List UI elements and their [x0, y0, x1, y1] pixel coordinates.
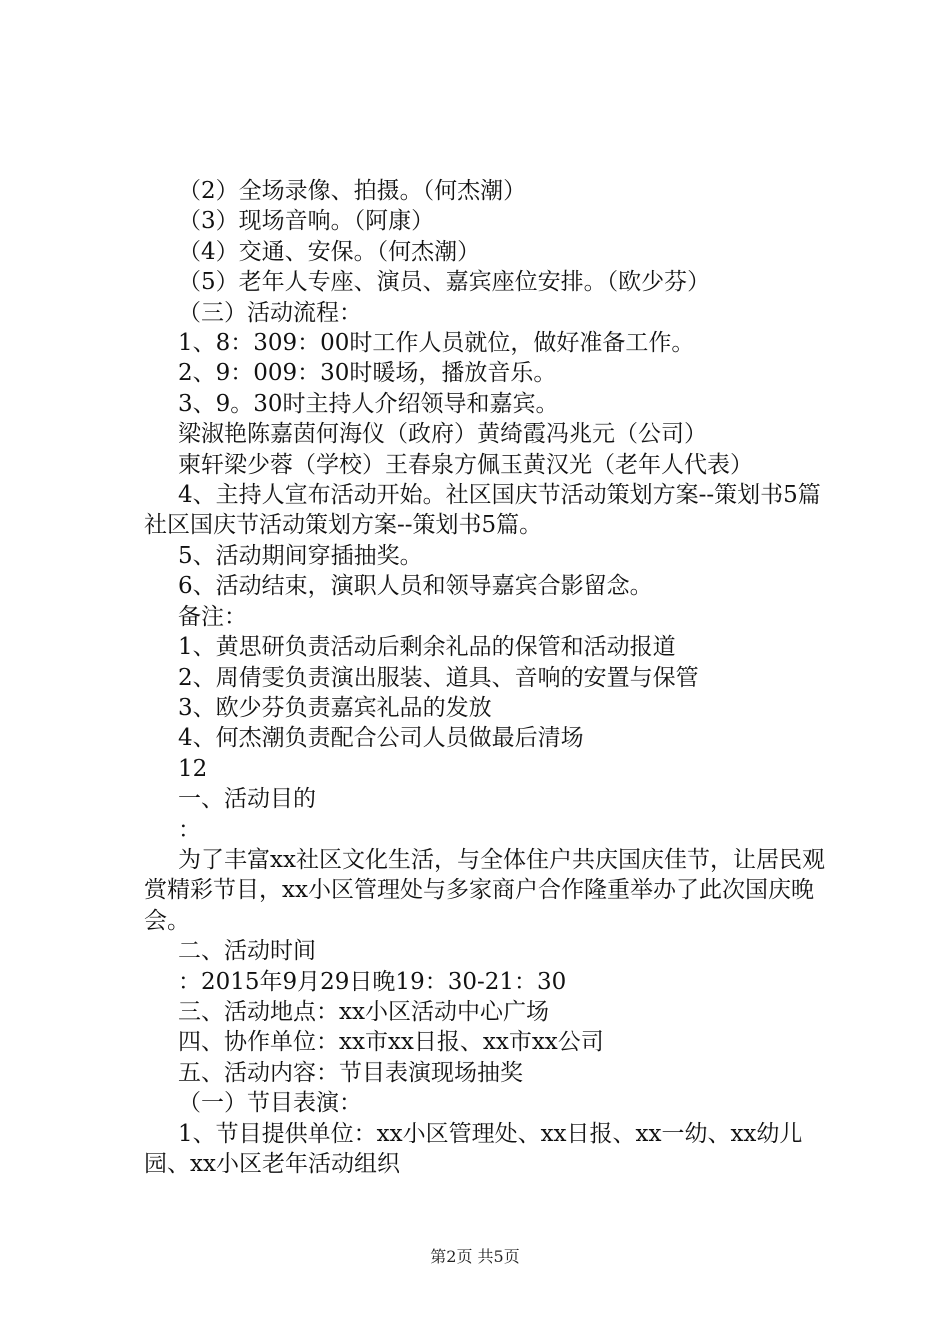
text-line: 二、活动时间 — [178, 938, 316, 965]
text-line: （5）老年人专座、演员、嘉宾座位安排。（欧少芬） — [178, 269, 711, 296]
text-line: 3、欧少芬负责嘉宾礼品的发放 — [178, 694, 492, 721]
text-line: ： — [178, 816, 201, 843]
text-line: 1、8：309：00时工作人员就位，做好准备工作。 — [178, 330, 695, 357]
text-line: 一、活动目的 — [178, 786, 316, 813]
text-line: 梁淑艳陈嘉茵何海仪（政府）黄绮霞冯兆元（公司） — [178, 421, 707, 448]
text-line: （4）交通、安保。（何杰潮） — [178, 238, 481, 265]
text-line: 4、何杰潮负责配合公司人员做最后清场 — [178, 725, 584, 752]
text-line: 4、主持人宣布活动开始。社区国庆节活动策划方案--策划书5篇社区国庆节活动策划方案--策划书5篇。 — [144, 482, 821, 539]
text-line: 12 — [178, 755, 208, 782]
text-line: 四、协作单位：xx市xx日报、xx市xx公司 — [178, 1029, 604, 1056]
document-body — [144, 176, 838, 1179]
text-line: 1、节目提供单位：xx小区管理处、xx日报、xx一幼、xx幼儿园、xx小区老年活动组织 — [144, 1120, 803, 1177]
text-line: 2、周倩雯负责演出服装、道具、音响的安置与保管 — [178, 664, 699, 691]
text-line: 备注： — [178, 603, 247, 630]
text-line: 6、活动结束，演职人员和领导嘉宾合影留念。 — [178, 573, 653, 600]
text-line: 5、活动期间穿插抽奖。 — [178, 542, 423, 569]
text-line: （三）活动流程： — [178, 299, 362, 326]
text-line: 1、黄思研负责活动后剩余礼品的保管和活动报道 — [178, 634, 676, 661]
text-line: 2、9：009：30时暖场，播放音乐。 — [178, 360, 557, 387]
text-line: （3）现场音响。（阿康） — [178, 208, 435, 235]
text-line: 为了丰富xx社区文化生活，与全体住户共庆国庆佳节，让居民观赏精彩节目，xx小区管理处与多家商户合作隆重举办了此次国庆晚会。 — [144, 846, 825, 934]
text-line: ：2015年9月29日晚19：30-21：30 — [178, 968, 567, 995]
text-line: 五、活动内容：节目表演现场抽奖 — [178, 1059, 523, 1086]
text-line: 3、9。30时主持人介绍领导和嘉宾。 — [178, 390, 559, 417]
text-line: 柬轩梁少蓉（学校）王春泉方佩玉黄汉光（老年人代表） — [178, 451, 753, 478]
text-line: 三、活动地点：xx小区活动中心广场 — [178, 998, 549, 1025]
text-line: （一）节目表演： — [178, 1090, 362, 1117]
text-line: （2）全场录像、拍摄。（何杰潮） — [178, 178, 527, 204]
page-footer: 第2页 共5页 — [430, 1247, 520, 1266]
